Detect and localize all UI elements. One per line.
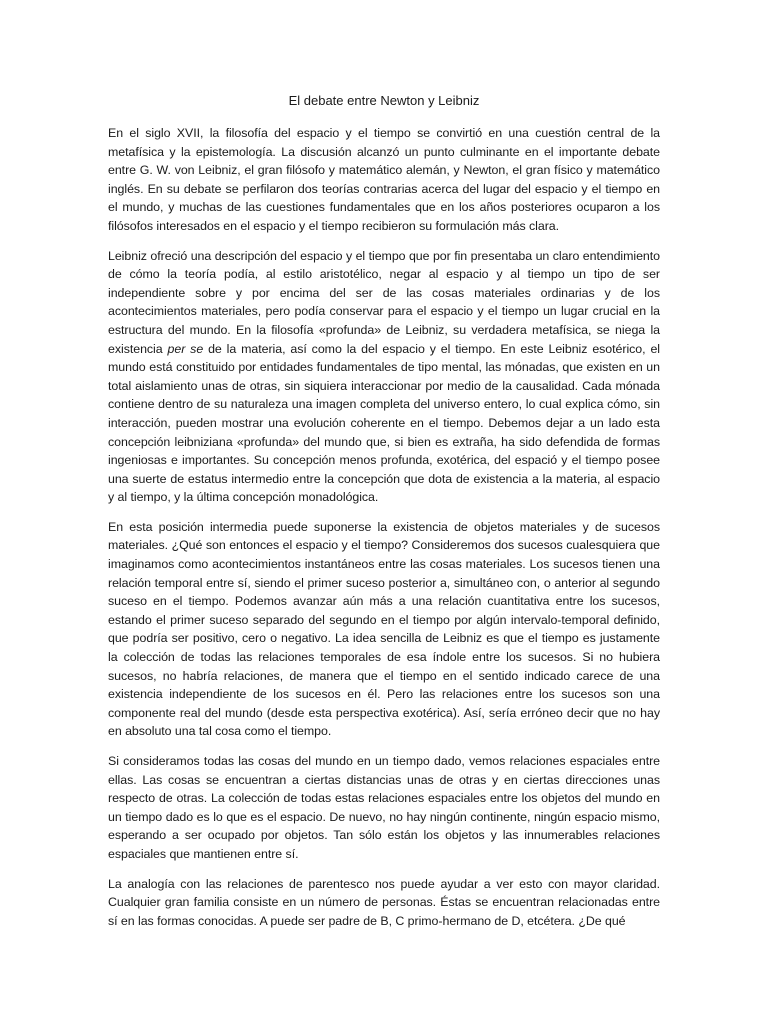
paragraph-2-text-after-italic: de la materia, así como la del espacio y el tiempo. En este Leibniz esotérico, el mundo está constituido por entidades fundamentales de tipo mental, las mónadas, que existen en un total aislamiento unas de otras, sin siquiera interaccionar por medio de la causalidad. Cada mónada contiene dentro de su naturaleza una imagen completa del universo entero, lo cual explica cómo, sin interacción, pueden mostrar una evolución coherente en el tiempo. Debemos dejar a un lado esta concepción leibniziana «profunda» del mundo que, si bien es extraña, ha sido defendida de formas ingeniosas e importantes. Su concepción menos profunda, exotérica, del espació y el tiempo posee una suerte de estatus intermedio entre la concepción que dota de existencia a la materia, al espacio y al tiempo, y la última concepción monadológica. xyxy=(108,341,660,505)
paragraph-3: En esta posición intermedia puede suponerse la existencia de objetos materiales y de sucesos materiales. ¿Qué son entonces el espacio y el tiempo? Consideremos dos sucesos cualesquiera que imaginamos como acontecimientos instantáneos entre las cosas materiales. Los sucesos tienen una relación temporal entre sí, siendo el primer suceso posterior a, simultáneo con, o anterior al segundo suceso en el tiempo. Podemos avanzar aún más a una relación cuantitativa entre los sucesos, estando el primer suceso separado del segundo en el tiempo por algún intervalo-temporal definido, que podría ser positivo, cero o negativo. La idea sencilla de Leibniz es que el tiempo es justamente la colección de todas las relaciones temporales de esa índole entre los sucesos. Si no hubiera sucesos, no habría relaciones, de manera que el tiempo en el sentido indicado carece de una existencia independiente de los sucesos en él. Pero las relaciones entre los sucesos son una componente real del mundo (desde esta perspectiva exotérica). Así, sería erróneo decir que no hay en absoluto una tal cosa como el tiempo. xyxy=(108,519,660,739)
paragraph-2-italic-per-se: per se xyxy=(167,341,204,356)
paragraph-4: Si consideramos todas las cosas del mundo en un tiempo dado, vemos relaciones espaciales entre ellas. Las cosas se encuentran a ciertas distancias unas de otras y en ciertas direcciones unas respecto de otras. La colección de todas estas relaciones espaciales entre los objetos del mundo en un tiempo dado es lo que es el espacio. De nuevo, no hay ningún continente, ningún espacio mismo, esperando a ser ocupado por objetos. Tan sólo están los objetos y las innumerables relaciones espaciales que mantienen entre sí. xyxy=(108,754,660,861)
paragraph-1: En el siglo XVII, la filosofía del espacio y el tiempo se convirtió en una cuestión central de la metafísica y la epistemología. La discusión alcanzó un punto culminante en el importante debate entre G. W. von Leibniz, el gran filósofo y matemático alemán, y Newton, el gran físico y matemático inglés. En su debate se perfilaron dos teorías contrarias acerca del lugar del espacio y el tiempo en el mundo, y muchas de las cuestiones fundamentales que en los años posteriores ocuparon a los filósofos interesados en el espacio y el tiempo recibieron su formulación más clara. xyxy=(108,126,660,233)
paragraph-5: La analogía con las relaciones de parentesco nos puede ayudar a ver esto con mayor claridad. Cualquier gran familia consiste en un número de personas. Éstas se encuentran relacionadas entre sí en las formas conocidas. A puede ser padre de B, C primo-hermano de D, etcétera. ¿De qué xyxy=(108,876,660,928)
document-title: El debate entre Newton y Leibniz xyxy=(288,93,480,108)
paragraph-2 xyxy=(108,247,660,507)
paragraph-2-text-before-italic: Leibniz ofreció una descripción del espacio y el tiempo que por fin presentaba un claro entendimiento de cómo la teoría podía, al estilo aristotélico, negar al espacio y al tiempo un tipo de ser independiente sobre y por encima del ser de las cosas materiales ordinarias y de los acontecimientos materiales, pero podía conservar para el espacio y el tiempo un lugar crucial en la estructura del mundo. En la filosofía «profunda» de Leibniz, su verdadera metafísica, se niega la existencia xyxy=(108,248,660,356)
